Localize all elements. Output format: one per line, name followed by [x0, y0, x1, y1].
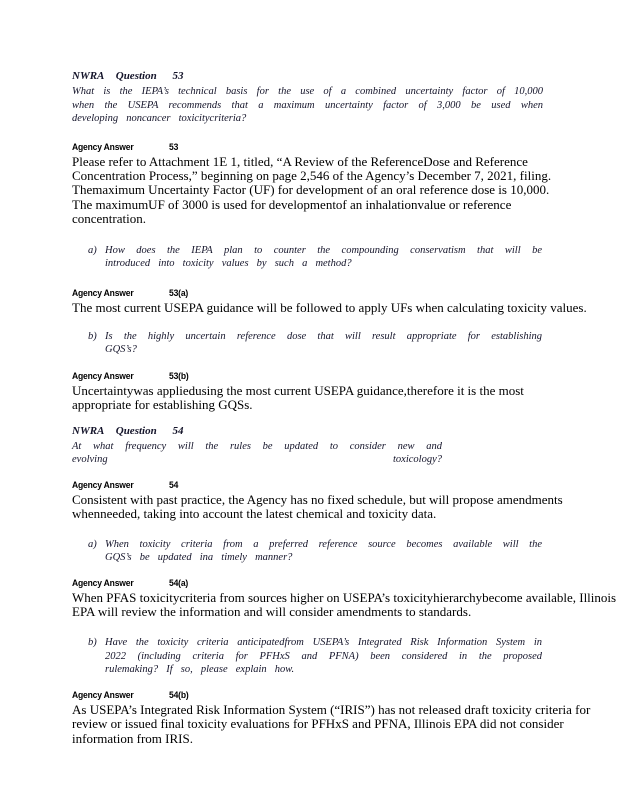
answer-heading-53 [72, 142, 618, 154]
answer-label: Agency Answer [72, 287, 134, 299]
question-heading-54 [72, 425, 618, 438]
answer-heading-53a [72, 288, 618, 300]
answer-number: 53 [169, 141, 179, 153]
answer-label: Agency Answer [72, 689, 134, 701]
sub-question-54b [88, 636, 618, 677]
sub-question-54a [88, 538, 618, 565]
answer-number: 54(a) [169, 577, 189, 589]
question-text-54: At what frequency will the rules be updated to consider new and evolving toxicology? [72, 440, 442, 466]
answer-label: Agency Answer [72, 479, 134, 491]
question-org-label: NWRA [72, 424, 105, 437]
answer-heading-54 [72, 480, 618, 492]
answer-number: 54 [169, 479, 179, 491]
sub-question-text: How does the IEPA plan to counter the compounding conservatism that will be introduced into toxicity values by such a method? [105, 244, 542, 270]
question-text-53: What is the IEPA’s technical basis for the use of a combined uncertainty factor of 10,000 when the USEPA recommends that a maximum uncertainty factor of 3,000 be used when developing noncancer toxicitycriteria? [72, 86, 543, 124]
answer-text-54: Consistent with past practice, the Agency has no fixed schedule, but will propose amendments whenneeded, taking into account the latest chemical and toxicity data. [72, 491, 563, 522]
answer-label: Agency Answer [72, 141, 134, 153]
sub-question-text: Have the toxicity criteria anticipatedfrom USEPA’s Integrated Risk Information System in 2022 (including criteria for PFHxS and PFNA) been considered in the proposed rulemaking? If so, please explain how. [105, 637, 542, 676]
question-word-label: Question [115, 70, 157, 82]
answer-number: 53(a) [169, 287, 189, 299]
answer-label: Agency Answer [72, 370, 134, 382]
question-number: 54 [172, 424, 184, 437]
answer-text-53: Please refer to Attachment 1E 1, titled, “A Review of the ReferenceDose and Reference Concentration Process,” beginning on page 2,546 of the Agency’s December 7, 2021, filing. Themaximum Uncertainty Factor (UF) for development of an oral reference dose is 10,000. The maximumUF of 3000 is used for developmentof an inhalationvalue or reference concentration. [72, 153, 552, 227]
answer-text-53a: The most current USEPA guidance will be followed to apply UFs when calculating toxicity values. [72, 299, 587, 315]
answer-number: 54(b) [169, 689, 189, 701]
answer-heading-54b [72, 690, 618, 702]
question-number: 53 [172, 70, 184, 82]
answer-label: Agency Answer [72, 577, 134, 589]
question-heading-53 [72, 70, 618, 83]
question-word-label: Question [115, 424, 157, 437]
answer-heading-53b [72, 371, 618, 383]
answer-text-54a: When PFAS toxicitycriteria from sources higher on USEPA’s toxicityhierarchybecome available, Illinois EPA will review the information and will consider amendments to standards. [72, 589, 617, 619]
sub-question-marker: b) [88, 330, 97, 342]
question-org-label: NWRA [72, 70, 105, 82]
answer-heading-54a [72, 578, 618, 590]
answer-number: 53(b) [169, 370, 189, 382]
sub-question-text: When toxicity criteria from a preferred reference source becomes available will the GQS’s be updated ina timely manner? [105, 538, 542, 564]
sub-question-53b [88, 330, 618, 357]
sub-question-text: Is the highly uncertain reference dose that will result appropriate for establishing GQS’s? [105, 330, 542, 356]
sub-question-53a [88, 244, 618, 271]
sub-question-marker: a) [88, 538, 97, 550]
answer-text-54b: As USEPA’s Integrated Risk Information System (“IRIS”) has not released draft toxicity criteria for review or issued final toxicity evaluations for PFHxS and PFNA, Illinois EPA did not consider information from IRIS. [72, 701, 591, 746]
answer-text-53b: Uncertaintywas appliedusing the most current USEPA guidance,therefore it is the most appropriate for establishing GQSs. [72, 382, 524, 413]
sub-question-marker: b) [88, 637, 97, 649]
sub-question-marker: a) [88, 244, 97, 256]
